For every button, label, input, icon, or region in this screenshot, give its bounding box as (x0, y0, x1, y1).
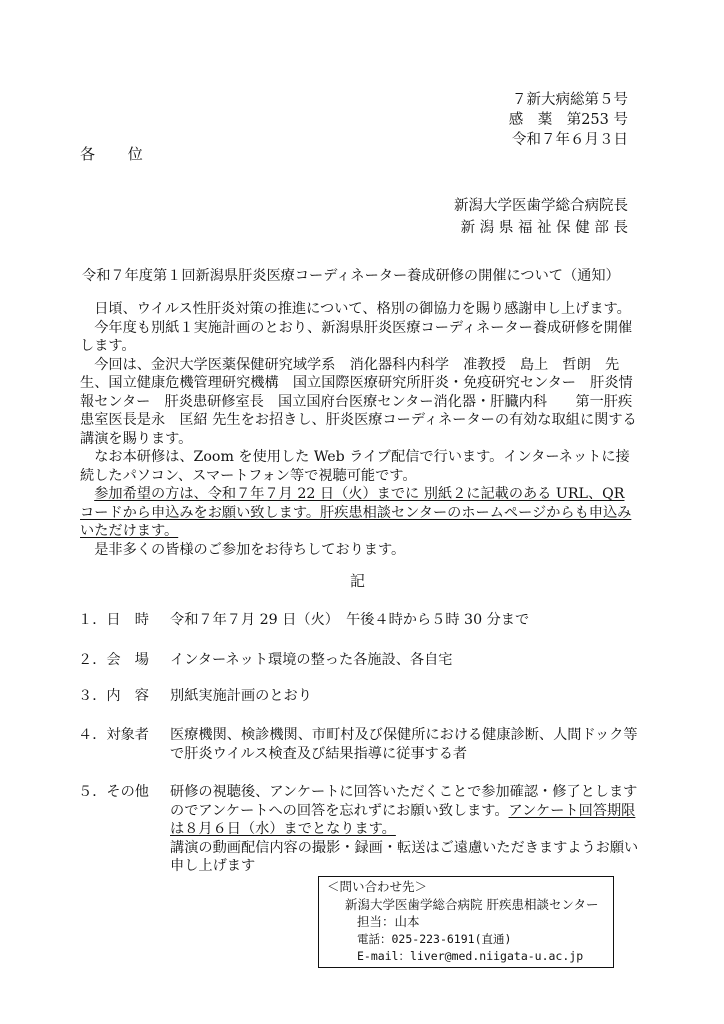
issuer-hospital: 新潟大学医歯学総合病院長 (454, 198, 628, 214)
contact-organization: 新潟大学医歯学総合病院 肝疾患相談センター (345, 896, 599, 912)
contact-person: 担当：山本 (357, 914, 420, 929)
survey-instruction: 研修の視聴後、アンケートに回答いただくことで参加確認・修了としますのでアンケートへの回答を忘れずにお願い致します。 (170, 784, 638, 819)
issuer-prefecture: 新 潟 県 福 祉 保 健 部 長 (460, 220, 628, 236)
item-date-label: １．日 時 (78, 612, 149, 628)
paragraph-zoom: なお本研修は、Zoom を使用した Web ライブ配信で行います。インターネットに接続したパソコン、スマートフォン等で視聴可能です。 (80, 449, 630, 484)
addressee: 各 位 (80, 145, 157, 163)
reference-number: ７新大病総第５号 (512, 92, 628, 108)
paragraph-application: 参加希望の方は、令和７年７月 22 日（火）までに 別紙２に記載のある URL、QR コードから申込みをお願い致します。肝疾患相談センターのホームページからも申込みいただけます。 (80, 486, 632, 539)
item-venue-label: ２．会 場 (78, 652, 149, 668)
contact-email[interactable]: E-mail：liver@med.niigata-u.ac.jp (357, 949, 584, 963)
survey-note (170, 783, 640, 839)
survey-deadline: アンケート回答期限は８月６日（水）までとなります。 (170, 802, 636, 837)
item-content-label: ３．内 容 (78, 688, 149, 704)
item-other-label: ５．その他 (78, 784, 149, 800)
item-content-text: 別紙実施計画のとおり (170, 688, 312, 704)
ki-marker: 記 (350, 572, 366, 590)
contact-phone: 電話：025-223-6191(直通) (357, 931, 512, 946)
notice-body (80, 300, 640, 559)
item-target-text: 医療機関、検診機関、市町村及び保健所における健康診断、人間ドック等で肝炎ウイルス検査及び結果指導に従事する者 (170, 727, 638, 762)
issue-date: 令和７年６月３日 (512, 132, 628, 148)
paragraph-plan: 今年度も別紙１実施計画のとおり、新潟県肝炎医療コーディネーター養成研修を開催します。 (80, 319, 633, 354)
item-date-text: 令和７年７月 29 日（火） 午後４時から５時 30 分まで (170, 612, 530, 628)
paragraph-closing: 是非多くの皆様のご参加をお待ちしております。 (94, 541, 406, 558)
document-title: 令和７年度第１回新潟県肝炎医療コーディネーター養成研修の開催について（通知） (82, 268, 620, 284)
department-number: 感 薬 第253 号 (508, 112, 628, 128)
contact-box (318, 876, 614, 968)
paragraph-lecturers: 今回は、金沢大学医薬保健研究域学系 消化器科内科学 准教授 島上 哲朗 先生、国立健康危機管理研究機構 国立国際医療研究所肝炎・免疫研究センター 肝炎情報センター 肝炎患研修室長 国立国府台医療センター消化器・肝臓内科 第一肝疾患室医長是永 匡紹 先生をお招きし、肝炎医療コーディネーターの有効な取組に関する講演を賜ります。 (80, 356, 637, 447)
paragraph-greeting: 日頃、ウイルス性肝炎対策の推進について、格別の御協力を賜り感謝申し上げます。 (94, 301, 631, 317)
item-other-text (170, 783, 640, 876)
item-venue-text: インターネット環境の整った各施設、各自宅 (170, 652, 453, 668)
item-target-label: ４．対象者 (78, 727, 149, 743)
recording-prohibition: 講演の動画配信内容の撮影・録画・転送はご遠慮いただきますようお願い申し上げます (170, 839, 639, 874)
contact-heading: ＜問い合わせ先＞ (327, 879, 428, 894)
